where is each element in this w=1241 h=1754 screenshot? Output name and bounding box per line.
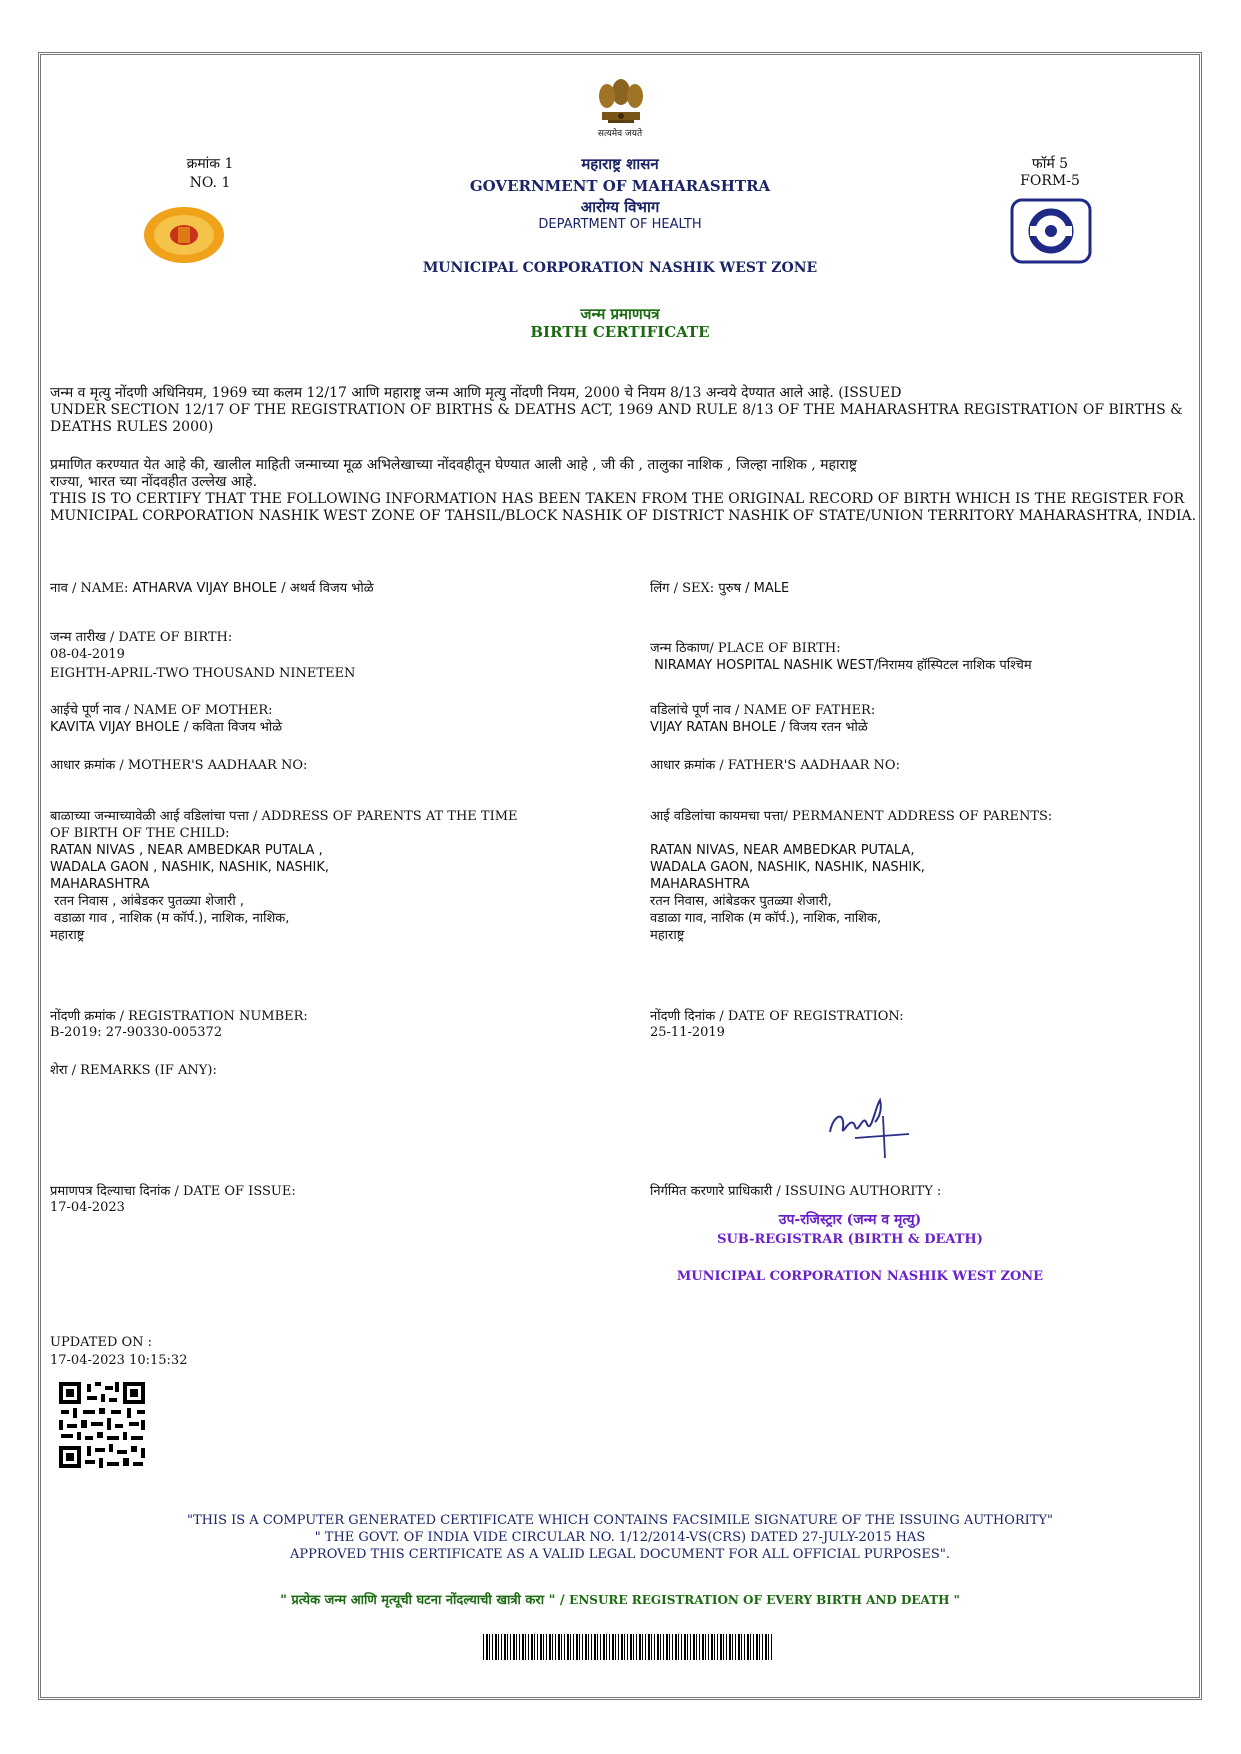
address-at-birth: बाळाच्या जन्माच्यावेळी आई वडिलांचा पत्ता / ADDRESS OF PARENTS AT THE TIME OF BIRTH OF THE CHILD: RATAN NIVAS , NEAR AMBEDKAR PUTALA , WADALA GAON , NASHIK, NASHIK, NASHIK, MAHARASHTRA रतन निवास , आंबेडकर पुतळ्या शेजारी , वडाळा गाव , नाशिक (म कॉर्प.), नाशिक, नाशिक, महाराष्ट्र [50, 809, 518, 943]
pob-value: NIRAMAY HOSPITAL NASHIK WEST/निरामय हॉस्पिटल नाशिक पश्चिम [650, 658, 1032, 673]
name-field: नाव / NAME: ATHARVA VIJAY BHOLE / अथर्व विजय भोळे [50, 581, 374, 596]
emblem-motto: सत्यमेव जयते [597, 129, 643, 139]
intro-issued-paragraph: जन्म व मृत्यु नोंदणी अधिनियम, 1969 च्या कलम 12/17 आणि महाराष्ट्र जन्म आणि मृत्यु नोंदणी नियम, 2000 चे नियम 8/13 अन्वये देण्यात आले आहे. (ISSUED UNDER SECTION 12/17 OF THE REGISTRATION OF BIRTHS & DEATHS ACT, 1969 AND RULE 8/13 OF THE MAHARASHTRA REGISTRATION OF BIRTHS & DEATHS RULES 2000) [50, 385, 1183, 435]
signature-icon [825, 1090, 915, 1160]
dob-label: जन्म तारीख / DATE OF BIRTH: [50, 630, 233, 645]
computer-generated-notice: "THIS IS A COMPUTER GENERATED CERTIFICATE WHICH CONTAINS FACSIMILE SIGNATURE OF THE ISSUING AUTHORITY" " THE GOVT. OF INDIA VIDE CIRCULAR NO. 1/12/2014-VS(CRS) DATED 27-JULY-2015 HAS APPROVED THIS CERTIFICATE AS A VALID LEGAL DOCUMENT FOR ALL OFFICIAL PURPOSES". [186, 1513, 1054, 1562]
registration-number-value: B-2019: 27-90330-005372 [50, 1025, 223, 1040]
government-marathi: महाराष्ट्र शासन [581, 155, 659, 173]
pob-label: जन्म ठिकाण/ PLACE OF BIRTH: [650, 641, 841, 656]
title-marathi: जन्म प्रमाणपत्र [580, 305, 660, 323]
national-emblem-icon [586, 72, 656, 134]
mother-label: आईचे पूर्ण नाव / NAME OF MOTHER: [50, 703, 273, 718]
corporation-heading: MUNICIPAL CORPORATION NASHIK WEST ZONE [422, 260, 818, 276]
department-marathi: आरोग्य विभाग [580, 198, 660, 216]
remarks-label: शेरा / REMARKS (IF ANY): [50, 1063, 217, 1078]
government-english: GOVERNMENT OF MAHARASHTRA [469, 177, 771, 195]
maharashtra-seal-icon [142, 205, 226, 265]
updated-on-value: 17-04-2023 10:15:32 [50, 1353, 188, 1368]
registration-number-label: नोंदणी क्रमांक / REGISTRATION NUMBER: [50, 1009, 308, 1024]
barcode-icon [483, 1634, 773, 1660]
authority-marathi: उप-रजिस्ट्रार (जन्म व मृत्यु) [778, 1212, 922, 1228]
father-label: वडिलांचे पूर्ण नाव / NAME OF FATHER: [650, 703, 876, 718]
permanent-address: आई वडिलांचा कायमचा पत्ता/ PERMANENT ADDRESS OF PARENTS: RATAN NIVAS, NEAR AMBEDKAR PUTALA, WADALA GAON, NASHIK, NASHIK, NASHIK, MAHARASHTRA रतन निवास, आंबेडकर पुतळ्या शेजारी, वडाळा गाव, नाशिक (म कॉर्प.), नाशिक, नाशिक, महाराष्ट्र [650, 809, 1053, 943]
title-english: BIRTH CERTIFICATE [530, 323, 710, 341]
authority-english: SUB-REGISTRAR (BIRTH & DEATH) [717, 1232, 983, 1247]
intro-certify-paragraph: प्रमाणित करण्यात येत आहे की, खालील माहिती जन्माच्या मूळ अभिलेखाच्या नोंदवहीतून घेण्यात आली आहे , जी की , तालुका नाशिक , जिल्हा नाशिक , महाराष्ट्र राज्या, भारत च्या नोंदवहीत उल्लेख आहे. THIS IS TO CERTIFY THAT THE FOLLOWING INFORMATION HAS BEEN TAKEN FROM THE ORIGINAL RECORD OF BIRTH WHICH IS THE REGISTER FOR MUNICIPAL CORPORATION NASHIK WEST ZONE OF TAHSIL/BLOCK NASHIK OF DISTRICT NASHIK OF STATE/UNION TERRITORY MAHARASHTRA, INDIA. [50, 457, 1197, 524]
qr-code-icon [57, 1380, 147, 1470]
mother-value: KAVITA VIJAY BHOLE / कविता विजय भोळे [50, 720, 283, 735]
form-english: FORM-5 [1020, 173, 1080, 189]
number-marathi: क्रमांक 1 [186, 156, 234, 172]
form-marathi: फॉर्म 5 [1031, 156, 1069, 172]
issue-date-value: 17-04-2023 [50, 1200, 125, 1215]
father-value: VIJAY RATAN BHOLE / विजय रतन भोळे [650, 720, 868, 735]
issuing-authority-label: निर्गमित करणारे प्राधिकारी / ISSUING AUTHORITY : [650, 1184, 942, 1199]
registration-slogan: " प्रत्येक जन्म आणि मृत्यूची घटना नोंदल्याची खात्री करा " / ENSURE REGISTRATION OF EVERY BIRTH AND DEATH " [280, 1593, 960, 1608]
father-aadhaar-label: आधार क्रमांक / FATHER'S AADHAAR NO: [650, 758, 900, 773]
number-english: NO. 1 [189, 175, 231, 191]
mother-aadhaar-label: आधार क्रमांक / MOTHER'S AADHAAR NO: [50, 758, 308, 773]
registration-date-label: नोंदणी दिनांक / DATE OF REGISTRATION: [650, 1009, 904, 1024]
registration-date-value: 25-11-2019 [650, 1025, 725, 1040]
dob-value: 08-04-2019 [50, 647, 125, 662]
dob-words: EIGHTH-APRIL-TWO THOUSAND NINETEEN [50, 666, 356, 681]
updated-on-label: UPDATED ON : [50, 1335, 153, 1350]
sex-field: लिंग / SEX: पुरुष / MALE [650, 581, 790, 596]
crs-logo-icon [1010, 198, 1092, 264]
issue-date-label: प्रमाणपत्र दिल्याचा दिनांक / DATE OF ISSUE: [50, 1184, 296, 1199]
department-english: DEPARTMENT OF HEALTH [538, 217, 702, 232]
authority-organization: MUNICIPAL CORPORATION NASHIK WEST ZONE [676, 1269, 1044, 1284]
